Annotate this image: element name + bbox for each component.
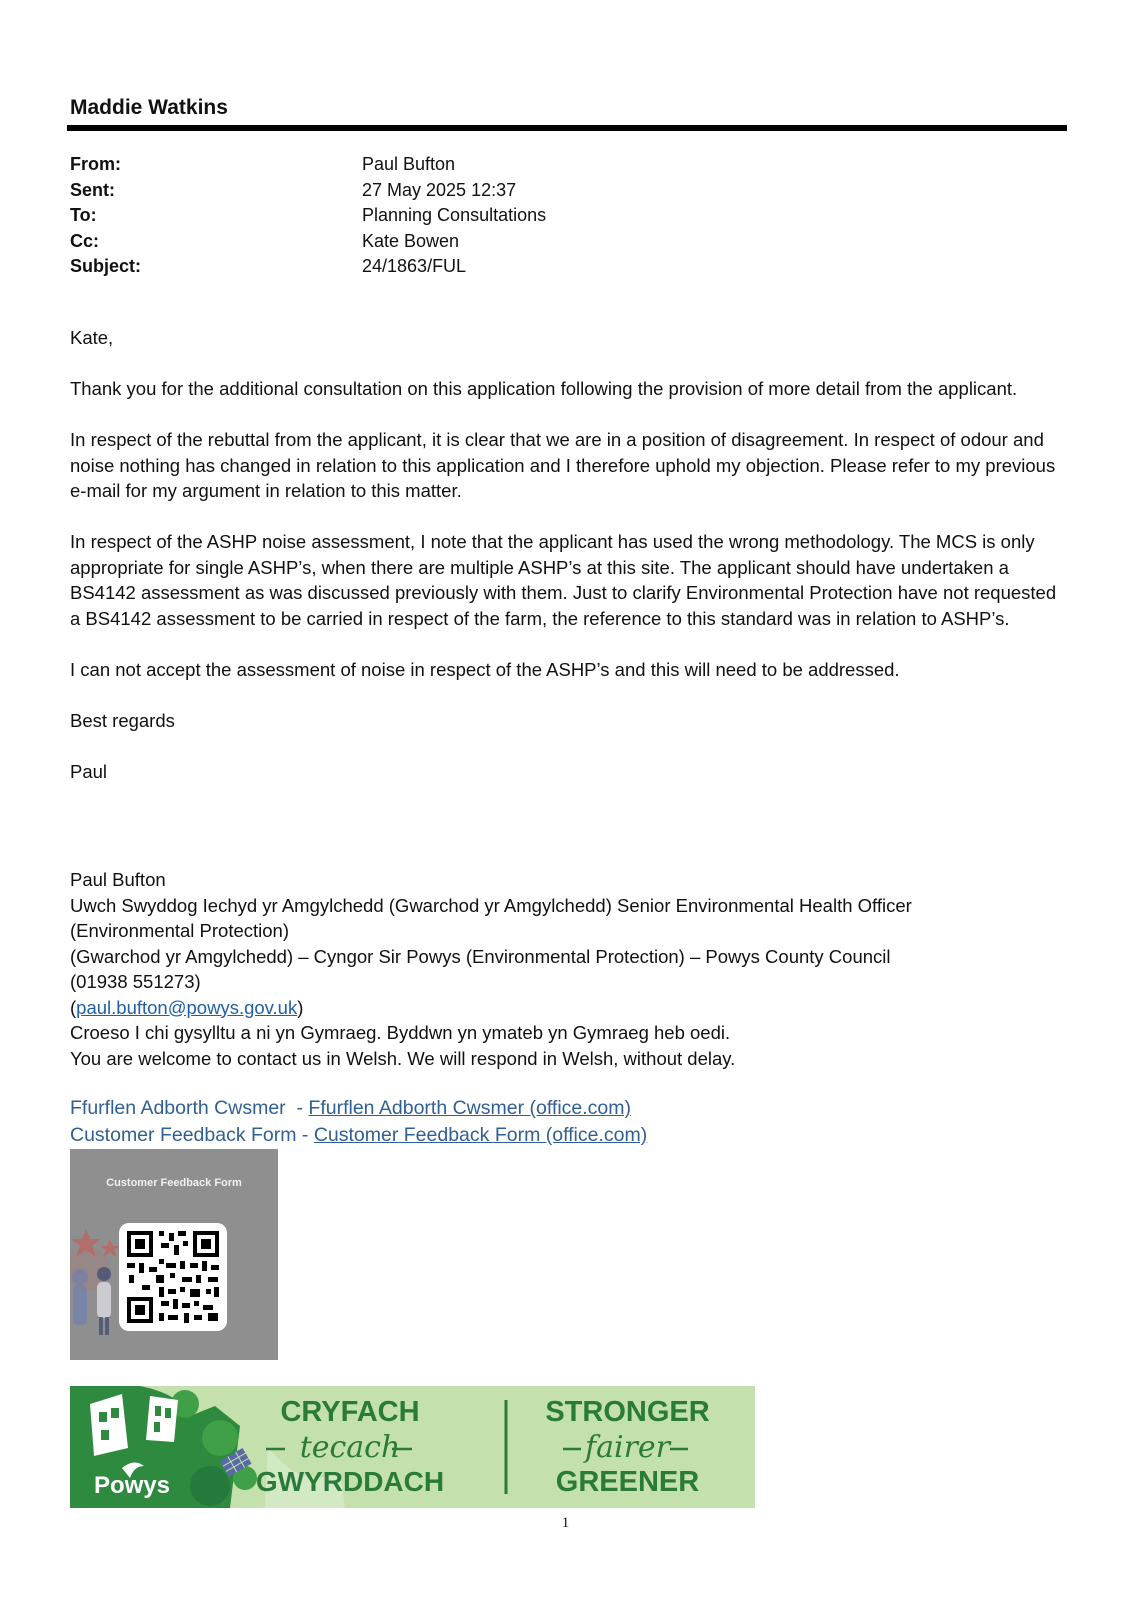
mailbox-owner-name: Maddie Watkins [70, 96, 228, 119]
signature-email-link[interactable]: paul.bufton@powys.gov.uk [76, 996, 298, 1018]
from-value: Paul Bufton [362, 154, 456, 174]
feedback-links [70, 1095, 647, 1149]
powys-banner [70, 1386, 755, 1508]
email-header [70, 152, 546, 280]
qr-code-image[interactable] [70, 1149, 278, 1360]
feedback-welsh-link[interactable]: Ffurflen Adborth Cwsmer (office.com) [308, 1097, 632, 1119]
subject-label: Subject: [70, 256, 142, 276]
sent-row [70, 178, 546, 204]
signature-email-line: (paul.bufton@powys.gov.uk) [70, 996, 304, 1018]
signature-org: (Gwarchod yr Amgylchedd) – Cyngor Sir Powys (Environmental Protection) – Powys County Council [70, 945, 891, 967]
signature-name: Paul Bufton [70, 869, 166, 890]
closing: Best regards [70, 709, 175, 731]
cc-value: Kate Bowen [362, 230, 460, 251]
paragraph-2: In respect of the rebuttal from the applicant, it is clear that we are in a position of disagreement. In respect of odour and noise nothing has changed in relation to this application and I therefore uphold my objection. Please refer to my previous e-mail for my argument in relation to this matter. [70, 429, 1056, 501]
from-label: From: [70, 154, 121, 174]
sign-off-name: Paul [70, 760, 108, 782]
feedback-english-link[interactable]: Customer Feedback Form (office.com) [313, 1124, 648, 1146]
feedback-welsh-label: Ffurflen Adborth Cwsmer - [70, 1097, 309, 1119]
banner-english-top: STRONGER [545, 1396, 710, 1428]
subject-row [70, 254, 546, 280]
qr-title: Customer Feedback Form [106, 1177, 242, 1189]
banner-english-bottom: GREENER [555, 1466, 700, 1498]
header-rule [67, 125, 1067, 131]
powys-logo-text: Powys [94, 1472, 171, 1499]
sent-label: Sent: [70, 179, 115, 200]
paragraph-1: Thank you for the additional consultation on this application following the provision of more detail from the applicant. [70, 378, 1018, 399]
banner-english-mid: fairer [584, 1430, 671, 1465]
page-number: 1 [561, 1515, 570, 1531]
greeting: Kate, [70, 327, 114, 348]
sent-value: 27 May 2025 12:37 [362, 179, 517, 200]
signature-title-2: (Environmental Protection) [70, 920, 290, 941]
cc-row [70, 229, 546, 255]
english-contact-line: You are welcome to contact us in Welsh. We will respond in Welsh, without delay. [70, 1047, 736, 1069]
to-label: To: [70, 205, 97, 225]
subject-value: 24/1863/FUL [362, 256, 467, 276]
signature-title: Uwch Swyddog Iechyd yr Amgylchedd (Gwarchod yr Amgylchedd) Senior Environmental Health Officer [70, 894, 912, 916]
feedback-english-row [70, 1122, 647, 1149]
paragraph-4: I can not accept the assessment of noise in respect of the ASHP’s and this will need to be addressed. [70, 658, 900, 680]
cc-label: Cc: [70, 230, 100, 251]
banner-welsh-mid: tecach [299, 1430, 401, 1465]
signature-block [70, 867, 1070, 1071]
to-value: Planning Consultations [362, 205, 547, 225]
from-row [70, 152, 546, 178]
feedback-welsh-row [70, 1095, 647, 1122]
banner-welsh-top: CRYFACH [280, 1396, 420, 1428]
welsh-contact-line: Croeso I chi gysylltu a ni yn Gymraeg. Byddwn yn ymateb yn Gymraeg heb oedi. [70, 1022, 731, 1043]
email-body [70, 325, 1065, 810]
signature-phone: (01938 551273) [70, 971, 201, 992]
to-row [70, 203, 546, 229]
paragraph-3: In respect of the ASHP noise assessment, I note that the applicant has used the wrong methodology. The MCS is only appropriate for single ASHP’s, when there are multiple ASHP’s at this site. The applicant should have undertaken a BS4142 assessment as was discussed previously with them. Just to clarify Environmental Protection have not requested a BS4142 assessment to be carried in respect of the farm, the reference to this standard was in relation to ASHP’s. [70, 531, 1057, 629]
banner-welsh-bottom: GWYRDDACH [255, 1466, 445, 1497]
feedback-english-label: Customer Feedback Form - [70, 1124, 314, 1146]
